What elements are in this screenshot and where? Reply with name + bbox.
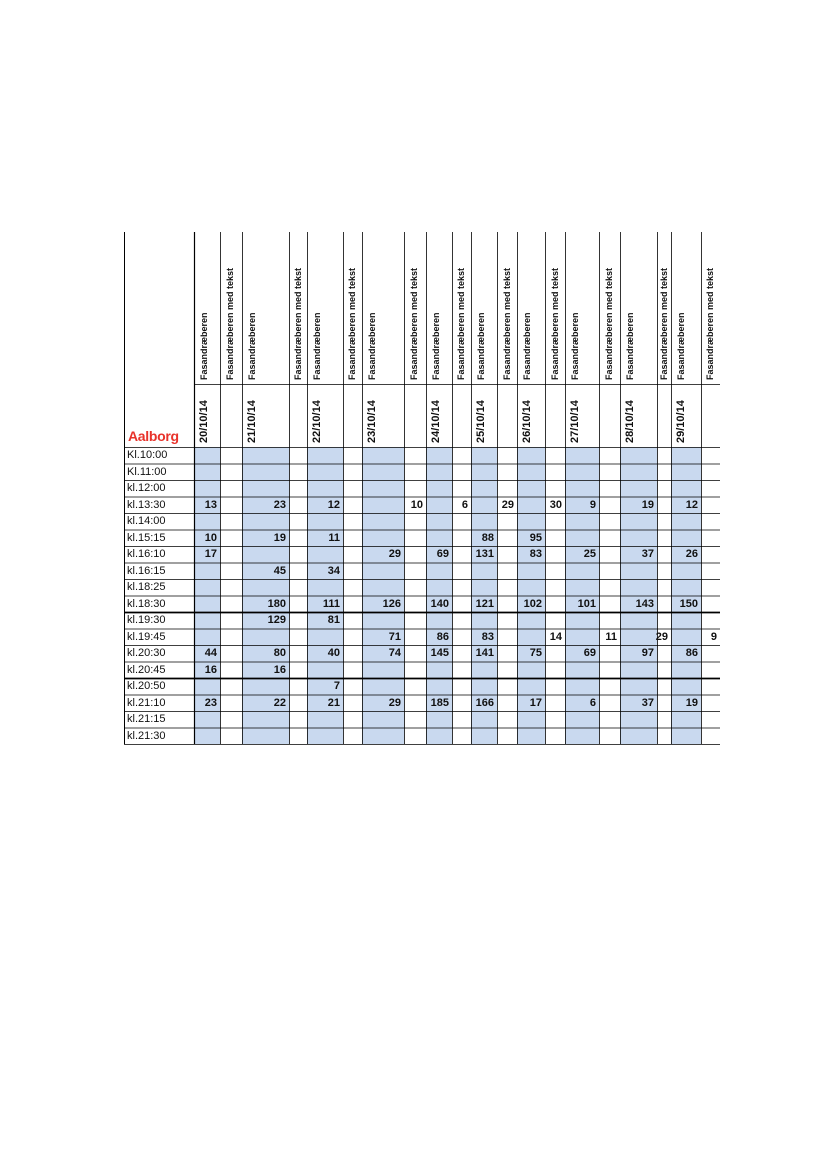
table-cell: 23 bbox=[204, 696, 217, 709]
table-cell: 10 bbox=[410, 498, 423, 511]
table-cell: 71 bbox=[388, 630, 401, 643]
table-cell: 19 bbox=[685, 696, 698, 709]
series-a-header: Fasandræberen bbox=[475, 312, 486, 380]
time-label: kl.15:15 bbox=[127, 531, 166, 544]
time-label: kl.21:10 bbox=[127, 696, 166, 709]
series-a-header: Fasandræberen bbox=[198, 312, 209, 380]
series-b-header: Fasandræberen med tekst bbox=[658, 267, 669, 380]
time-label: kl.20:30 bbox=[127, 647, 166, 659]
table-cell: 143 bbox=[635, 597, 654, 610]
table-cell: 88 bbox=[481, 531, 494, 544]
time-label: Kl.11:00 bbox=[127, 465, 167, 478]
series-a-header: Fasandræberen bbox=[366, 312, 377, 380]
series-b-header: Fasandræberen med tekst bbox=[408, 267, 419, 380]
table-cell: 37 bbox=[641, 696, 654, 709]
series-a-header: Fasandræberen bbox=[624, 312, 635, 380]
date-header: 28/10/14 bbox=[623, 400, 636, 443]
table-cell: 30 bbox=[549, 498, 562, 511]
table-cell: 126 bbox=[382, 597, 401, 610]
table-cell: 21 bbox=[327, 696, 340, 709]
time-label: kl.20:50 bbox=[127, 680, 166, 692]
series-b-header: Fasandræberen med tekst bbox=[603, 267, 614, 380]
table-cell: 23 bbox=[273, 498, 286, 511]
time-label: kl.14:00 bbox=[127, 515, 166, 527]
table-cell: 19 bbox=[641, 498, 654, 511]
table-cell: 12 bbox=[685, 498, 698, 511]
table-cell: 26 bbox=[685, 548, 698, 560]
series-a-header: Fasandræberen bbox=[430, 312, 441, 380]
table-cell: 131 bbox=[475, 548, 494, 560]
table-cell: 11 bbox=[328, 531, 340, 544]
date-header: 29/10/14 bbox=[674, 400, 687, 443]
time-label: kl.18:25 bbox=[127, 581, 166, 593]
table-cell: 111 bbox=[322, 597, 340, 610]
table-cell: 6 bbox=[461, 498, 468, 511]
series-a-header: Fasandræberen bbox=[675, 312, 686, 380]
table-cell: 69 bbox=[436, 548, 449, 560]
date-header: 24/10/14 bbox=[429, 400, 442, 443]
time-label: kl.19:45 bbox=[127, 630, 166, 643]
table-cell: 141 bbox=[475, 647, 494, 659]
time-label: Kl.10:00 bbox=[127, 449, 168, 461]
table-cell: 10 bbox=[204, 531, 217, 544]
time-label: kl.16:10 bbox=[127, 548, 166, 560]
series-a-header: Fasandræberen bbox=[311, 312, 322, 380]
table-cell: 9 bbox=[710, 630, 717, 643]
date-header: 23/10/14 bbox=[365, 400, 378, 443]
time-label: kl.20:45 bbox=[127, 663, 166, 676]
table-cell: 45 bbox=[273, 564, 286, 577]
table-cell: 180 bbox=[267, 597, 286, 610]
date-header: 26/10/14 bbox=[520, 400, 533, 443]
time-label: kl.21:15 bbox=[127, 713, 166, 725]
table-cell: 25 bbox=[583, 548, 596, 560]
table-cell: 150 bbox=[679, 597, 698, 610]
table-cell: 7 bbox=[333, 680, 340, 692]
series-b-header: Fasandræberen med tekst bbox=[292, 267, 303, 380]
date-header: 25/10/14 bbox=[474, 400, 487, 443]
table-cell: 97 bbox=[641, 647, 654, 659]
series-b-header: Fasandræberen med tekst bbox=[224, 267, 235, 380]
table-cell: 34 bbox=[327, 564, 340, 577]
table-cell: 11 bbox=[605, 630, 617, 643]
table-cell: 101 bbox=[577, 597, 596, 610]
table-cell: 16 bbox=[204, 663, 217, 676]
series-b-header: Fasandræberen med tekst bbox=[347, 267, 357, 380]
table-cell: 129 bbox=[267, 614, 286, 626]
date-header: 20/10/14 bbox=[197, 400, 210, 443]
table-cell: 44 bbox=[204, 647, 217, 659]
time-label: kl.12:00 bbox=[127, 482, 166, 494]
series-a-header: Fasandræberen bbox=[246, 312, 257, 380]
table-cell: 140 bbox=[430, 597, 449, 610]
date-header: 22/10/14 bbox=[310, 400, 323, 443]
table-cell: 9 bbox=[589, 498, 596, 511]
table-cell: 86 bbox=[436, 630, 449, 643]
table-cell: 121 bbox=[475, 597, 494, 610]
series-b-header: Fasandræberen med tekst bbox=[501, 267, 512, 380]
table-cell: 81 bbox=[327, 614, 340, 626]
table-cell: 74 bbox=[388, 647, 401, 659]
table-cell: 22 bbox=[273, 696, 286, 709]
table-cell: 14 bbox=[549, 630, 562, 643]
table-cell: 29 bbox=[501, 498, 514, 511]
table-cell: 95 bbox=[529, 531, 542, 544]
series-b-header: Fasandræberen med tekst bbox=[705, 267, 715, 380]
table-cell: 16 bbox=[273, 663, 286, 676]
time-label: kl.16:15 bbox=[127, 564, 166, 577]
data-table bbox=[124, 232, 720, 748]
time-label: kl.19:30 bbox=[127, 614, 166, 626]
table-cell: 29 bbox=[388, 548, 401, 560]
city-label: Aalborg bbox=[128, 428, 179, 444]
table-cell: 17 bbox=[529, 696, 542, 709]
table-cell: 40 bbox=[327, 647, 340, 659]
table-cell: 80 bbox=[273, 647, 286, 659]
table-cell: 6 bbox=[589, 696, 596, 709]
series-b-header: Fasandræberen med tekst bbox=[456, 267, 466, 380]
table-cell: 69 bbox=[583, 647, 596, 659]
table-cell: 185 bbox=[430, 696, 449, 709]
time-label: kl.21:30 bbox=[127, 729, 166, 742]
table-cell: 145 bbox=[430, 647, 449, 659]
table-cell: 19 bbox=[273, 531, 286, 544]
table-cell: 29 bbox=[388, 696, 401, 709]
table-cell: 17 bbox=[204, 548, 217, 560]
time-label: kl.18:30 bbox=[127, 597, 166, 610]
table-cell: 102 bbox=[523, 597, 542, 610]
table-cell: 83 bbox=[529, 548, 542, 560]
table-cell: 83 bbox=[481, 630, 494, 643]
table-cell: 37 bbox=[641, 548, 654, 560]
series-a-header: Fasandræberen bbox=[569, 312, 580, 380]
date-header: 21/10/14 bbox=[245, 400, 258, 443]
table-cell: 166 bbox=[475, 696, 494, 709]
series-b-header: Fasandræberen med tekst bbox=[549, 267, 560, 380]
table-cell: 86 bbox=[685, 647, 698, 659]
table-cell: 75 bbox=[529, 647, 542, 659]
table-cell: 29 bbox=[655, 630, 668, 643]
table-cell: 13 bbox=[204, 498, 217, 511]
series-a-header: Fasandræberen bbox=[521, 312, 532, 380]
table-cell: 12 bbox=[327, 498, 340, 511]
time-label: kl.13:30 bbox=[127, 498, 166, 511]
date-header: 27/10/14 bbox=[568, 400, 581, 443]
